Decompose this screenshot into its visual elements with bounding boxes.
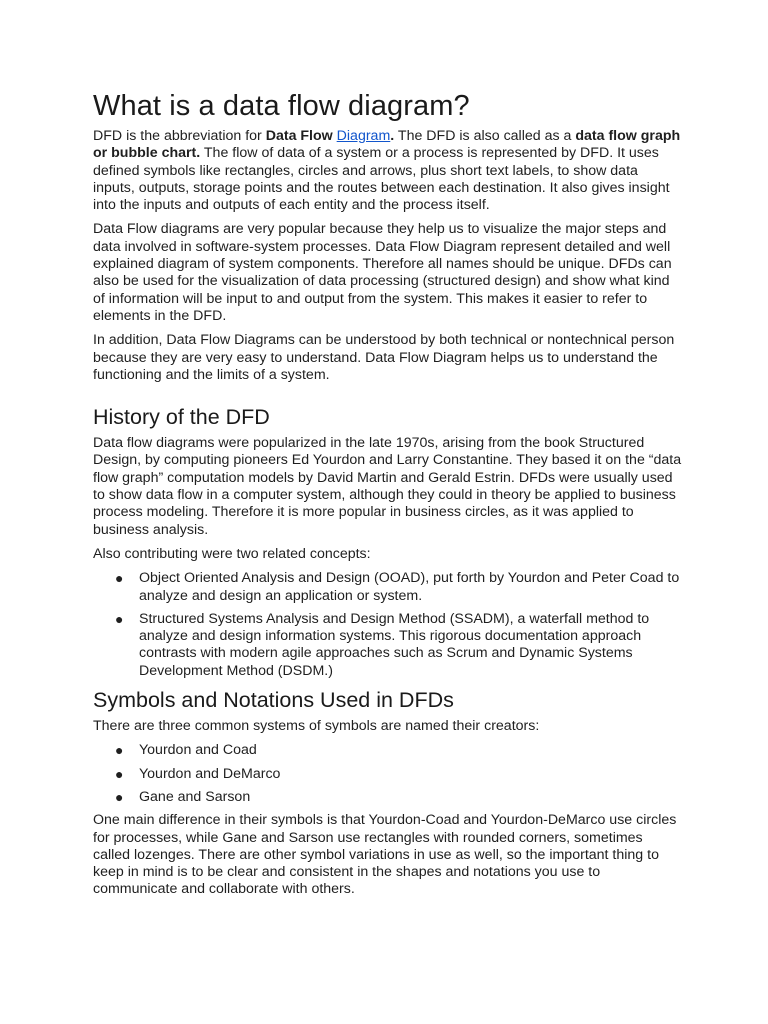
document-page xyxy=(93,88,683,906)
symbols-paragraph-2: One main difference in their symbols is that Yourdon-Coad and Yourdon-DeMarco use circles for processes, while Gane and Sarson use rectangles with rounded corners, sometimes called lozenges. There are other symbol variations in use as well, so the important thing to keep in mind is to be clear and consistent in the shapes and notations you use to communicate and collaborate with others. xyxy=(93,812,677,898)
list-item xyxy=(93,766,683,783)
intro-paragraph-3: In addition, Data Flow Diagrams can be understood by both technical or nontechnical person because they are very easy to understand. Data Flow Diagram helps us to understand the functioning and the limits of a system. xyxy=(93,332,675,383)
list-item-term: Structured Systems Analysis and Design Method (SSADM) xyxy=(139,610,510,627)
history-paragraph-1: Data flow diagrams were popularized in the late 1970s, arising from the book Structured Design, by computing pioneers Ed Yourdon and Larry Constantine. They based it on the “data flow graph” computation models by David Martin and Gerald Estrin. DFDs were usually used to show data flow in a computer system, although they could in theory be applied to business process modeling. Therefore it is more popular in business circles, as it was applied to business analysis. xyxy=(93,435,682,538)
intro-paragraph-1 xyxy=(93,128,683,214)
bullet-icon: ● xyxy=(115,742,124,759)
bullet-icon: ● xyxy=(115,788,124,805)
page-title: What is a data flow diagram? xyxy=(93,90,470,122)
symbols-heading: Symbols and Notations Used in DFDs xyxy=(93,688,454,713)
symbols-paragraph-1: There are three common systems of symbols are named their creators: xyxy=(93,718,540,735)
list-item xyxy=(93,742,683,759)
bullet-icon: ● xyxy=(115,765,124,782)
bullet-icon: ● xyxy=(115,570,124,587)
symbols-bullet-list xyxy=(93,742,683,806)
list-item-text: , put forth by Yourdon and Peter Coad to analyze and design an application or system. xyxy=(139,570,680,604)
list-item xyxy=(93,570,683,605)
intro-text-2: The DFD is also called as a xyxy=(394,128,576,144)
list-item-text: Gane and Sarson xyxy=(139,788,251,805)
list-item-term: Object Oriented Analysis and Design (OOAD) xyxy=(139,570,426,587)
intro-period: . xyxy=(390,128,395,144)
bullet-icon: ● xyxy=(115,610,124,627)
history-bullet-list xyxy=(93,570,683,680)
list-item xyxy=(93,789,683,806)
intro-text: DFD is the abbreviation for xyxy=(93,128,266,144)
history-paragraph-2: Also contributing were two related concepts: xyxy=(93,545,371,562)
intro-bold-term-2: data flow graph or bubble chart. xyxy=(93,128,681,162)
list-item-text: Yourdon and DeMarco xyxy=(139,765,281,782)
list-item xyxy=(93,611,683,680)
intro-bold-term: Data Flow xyxy=(265,128,337,144)
intro-text-3: The flow of data of a system or a process is represented by DFD. It uses defined symbols like rectangles, circles and arrows, plus short text labels, to show data inputs, outputs, storage points and the routes between each destination. It also gives insight into the inputs and outputs of each entity and the process itself. xyxy=(93,145,670,214)
intro-paragraph-2: Data Flow diagrams are very popular because they help us to visualize the major steps and data involved in software-system processes. Data Flow Diagram represent detailed and well explained diagram of system components. Therefore all names should be unique. DFDs can also be used for the visualization of data processing (structured design) and show what kind of information will be input to and output from the system. This makes it easier to refer to elements in the DFD. xyxy=(93,221,672,324)
history-heading: History of the DFD xyxy=(93,405,270,430)
list-item-text: , a waterfall method to analyze and design information systems. This rigorous documentation approach contrasts with modern agile approaches such as Scrum and Dynamic Systems Development Method (DSDM.) xyxy=(139,610,650,679)
list-item-text: Yourdon and Coad xyxy=(139,742,257,759)
diagram-link[interactable]: Diagram xyxy=(336,128,391,144)
